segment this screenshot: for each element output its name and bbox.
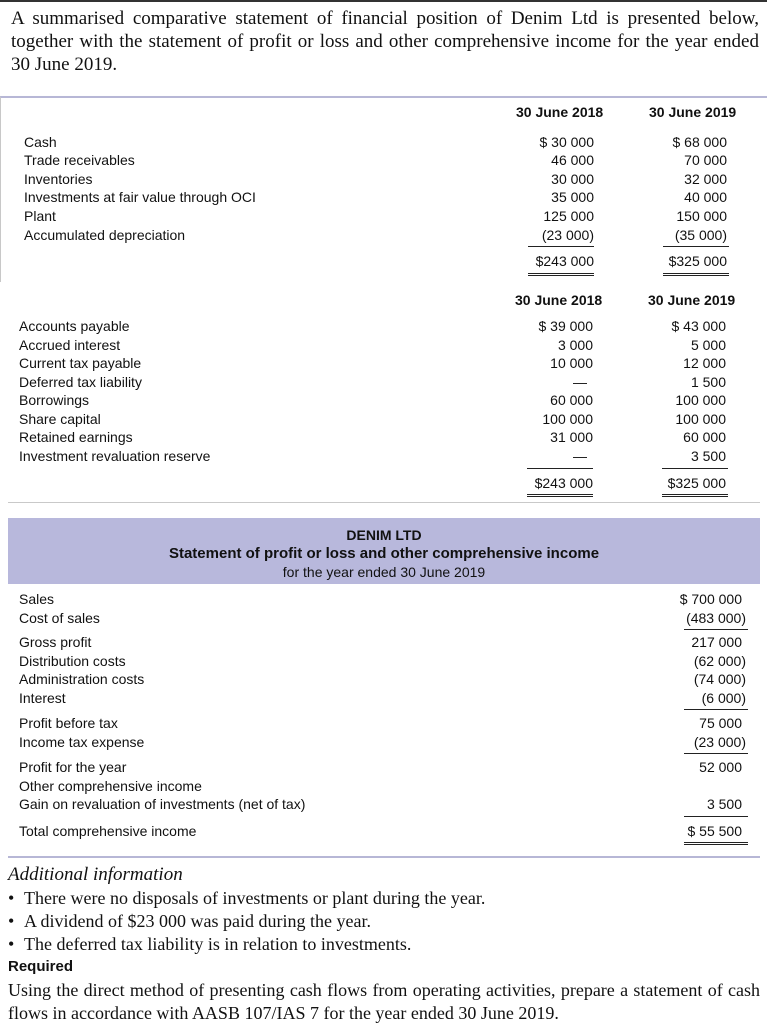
pl-row-label: Income tax expense [19,734,145,750]
pl-row-value: (62 000) [693,653,746,669]
liab-total-2018: $243 000 [534,475,593,491]
total-rule [663,246,729,247]
liab-row-2019: 60 000 [683,429,726,445]
assets-row-label: Plant [24,208,56,224]
liab-row-2019: $ 43 000 [671,318,726,334]
liab-row-label: Share capital [19,411,101,427]
pl-total-value: $ 55 500 [687,823,742,839]
pl-row-label: Administration costs [19,671,145,687]
bullet-text: A dividend of $23 000 was paid during the year. [24,911,371,931]
liab-row-2019: 1 500 [690,374,726,390]
pl-row-value: 75 000 [699,715,742,731]
profit-loss-statement [8,518,760,858]
liab-row-2018: 3 000 [557,337,593,353]
pl-header [8,518,760,584]
pl-row-label: Cost of sales [19,610,100,626]
liab-row-label: Retained earnings [19,429,133,445]
liab-col-2018: 30 June 2018 [515,292,603,308]
assets-row-2018: 35 000 [551,189,594,205]
double-rule [528,273,594,274]
subtotal-rule [684,816,748,817]
liab-row-2019: 3 500 [690,448,726,464]
pl-row-label: Gain on revaluation of investments (net of tax) [19,796,306,812]
additional-title: Additional information [8,864,183,885]
subtotal-rule [684,753,748,754]
double-rule [684,842,748,843]
statement-title: Statement of profit or loss and other comprehensive income [168,545,600,562]
double-rule [527,494,593,495]
liab-col-2019: 30 June 2019 [648,292,736,308]
assets-row-2018: 30 000 [551,171,594,187]
assets-row-2019: (35 000) [674,227,727,243]
required-title: Required [8,958,74,975]
required-text: Using the direct method of presenting cash flows from operating activities, prepare a statement of cash flows in accordance with AASB 107/IAS 7 for the year ended 30 June 2019. [8,980,760,1023]
pl-row-value: (23 000) [693,734,746,750]
liab-row-label: Accrued interest [19,337,121,353]
liab-row-2019: 100 000 [675,392,726,408]
pl-row-value: (6 000) [701,690,746,706]
liab-row-2018: $ 39 000 [538,318,593,334]
double-rule [528,275,594,276]
pl-row-value: (74 000) [693,671,746,687]
assets-row-2018: (23 000) [541,227,594,243]
liab-row-label: Investment revaluation reserve [19,448,211,464]
liab-total-2019: $325 000 [667,475,726,491]
liab-row-label: Accounts payable [19,318,130,334]
pl-row-label: Profit before tax [19,715,118,731]
intro-paragraph: A summarised comparative statement of financial position of Denim Ltd is presented below, together with the statement of profit or loss and other comprehensive income for the year ended 30 June 2019. [11,8,759,75]
divider [8,502,760,503]
total-rule [527,468,593,469]
assets-row-label: Accumulated depreciation [24,227,186,243]
assets-col-2019: 30 June 2019 [649,104,737,120]
pl-row-label: Total comprehensive income [19,823,197,839]
pl-row-label: Sales [19,591,55,607]
liab-row-2018: 60 000 [550,392,593,408]
liab-row-2018: 100 000 [542,411,593,427]
pl-row-label: Interest [19,690,66,706]
assets-row-2019: 70 000 [684,152,727,168]
double-rule [684,844,748,845]
assets-row-2019: 32 000 [684,171,727,187]
assets-row-2019: $ 68 000 [672,134,727,150]
double-rule [662,496,728,497]
assets-total-2019: $325 000 [668,253,727,269]
assets-row-2018: 125 000 [543,208,594,224]
liab-row-label: Borrowings [19,392,90,408]
double-rule [662,494,728,495]
double-rule [663,275,729,276]
liab-row-label: Current tax payable [19,355,142,371]
list-item: • There were no disposals of investments or plant during the year. [8,888,486,908]
liab-row-2018: 10 000 [550,355,593,371]
statement-period: for the year ended 30 June 2019 [282,564,486,580]
pl-row-label: Other comprehensive income [19,778,202,794]
assets-row-2018: 46 000 [551,152,594,168]
top-border [0,0,767,4]
liab-row-2019: 5 000 [690,337,726,353]
pl-row-value: 52 000 [699,759,742,775]
liab-row-label: Deferred tax liability [19,374,142,390]
company-name: DENIM LTD [346,527,422,543]
bullet-text: There were no disposals of investments or plant during the year. [24,888,486,908]
double-rule [663,273,729,274]
pl-row-value: 217 000 [691,634,742,650]
assets-row-label: Investments at fair value through OCI [24,189,256,205]
list-item: • The deferred tax liability is in relation to investments. [8,934,412,954]
assets-row-2019: 150 000 [676,208,727,224]
list-item: • A dividend of $23 000 was paid during the year. [8,911,371,931]
liab-row-2018: 31 000 [550,429,593,445]
pl-row-label: Profit for the year [19,759,127,775]
pl-row-value: 3 500 [706,796,742,812]
pl-row-label: Gross profit [19,634,92,650]
liab-row-2019: 100 000 [675,411,726,427]
liab-row-2019: 12 000 [683,355,726,371]
pl-row-value: $ 700 000 [679,591,742,607]
assets-row-2018: $ 30 000 [539,134,594,150]
assets-table [0,96,767,282]
subtotal-rule [684,629,748,630]
total-rule [528,246,594,247]
assets-col-2018: 30 June 2018 [516,104,604,120]
assets-row-2019: 40 000 [684,189,727,205]
subtotal-rule [684,709,748,710]
liabilities-table [0,282,767,504]
liab-row-2018: — [573,448,587,464]
double-rule [527,496,593,497]
total-rule [662,468,728,469]
assets-row-label: Trade receivables [24,152,135,168]
pl-row-label: Distribution costs [19,653,126,669]
bullet-text: The deferred tax liability is in relation to investments. [24,934,412,954]
assets-total-2018: $243 000 [535,253,594,269]
pl-row-value: (483 000) [686,610,746,626]
assets-row-label: Inventories [24,171,93,187]
assets-row-label: Cash [24,134,57,150]
liab-row-2018: — [573,374,587,390]
